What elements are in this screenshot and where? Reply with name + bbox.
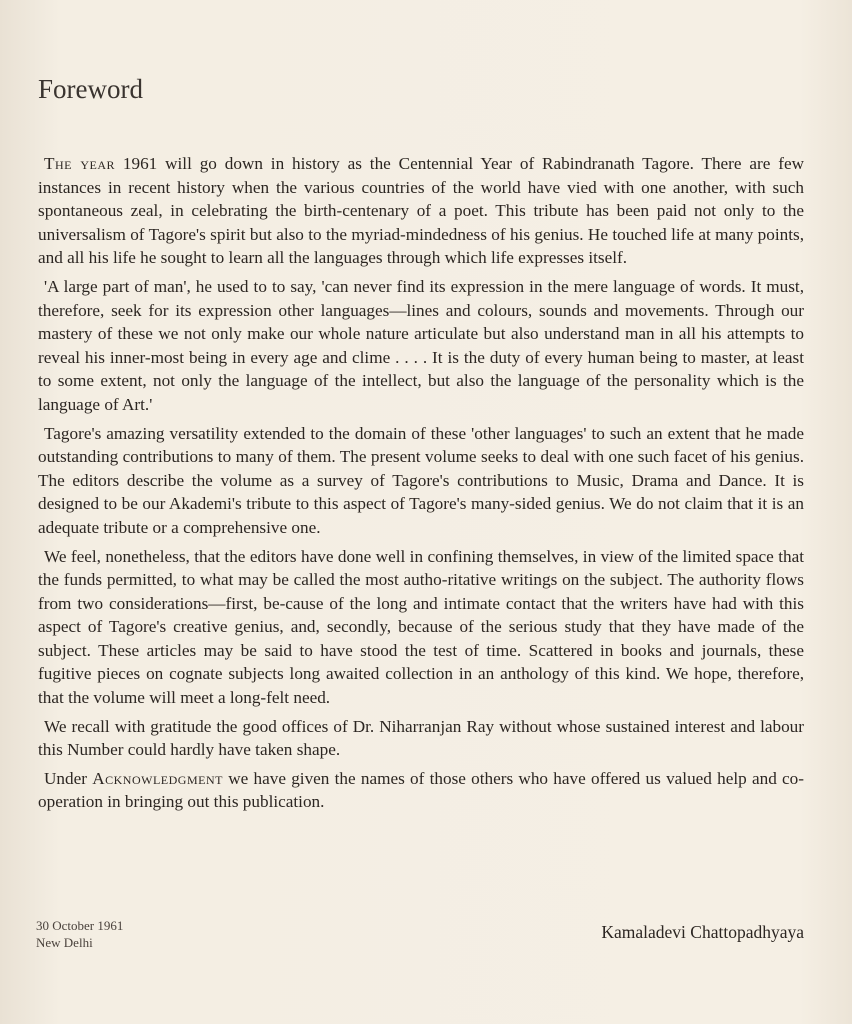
paragraph-2: 'A large part of man', he used to to say, 'can never find its expression in the mere language of words. It must, therefore, seek for its expression other languages—lines and colours, sounds and movements. Through our mastery of these we not only make our whole nature articulate but also understand man in all his attempts to reveal his inner-most being in every age and clime . . . . It is the duty of every human being to master, at least to some extent, not only the language of the intellect, but also the language of the personality which is the language of Art.'	[38, 276, 804, 414]
signature: Kamaladevi Chattopadhyaya	[601, 922, 804, 942]
paragraph-1-lead: The year	[44, 154, 116, 173]
paragraph-6	[38, 767, 804, 814]
paragraph-1	[38, 152, 804, 270]
paragraph-1-text: 1961 will go down in history as the Centennial Year of Rabindranath Tagore. There are few instances in recent history when the various countries of the world have vied with one another, with such spontaneous zeal, in celebrating the birth-centenary of a poet. This tribute has been paid not only to the universalism of Tagore's spirit but also to the myriad-mindedness of his genius. He touched life at many points, and all his life he sought to learn all the languages through which life expresses itself.	[38, 154, 804, 268]
foreword-body	[38, 152, 804, 819]
paragraph-6-text: we have given the names of those others who have offered us valued help and co-operation in bringing out this publication.	[38, 768, 805, 812]
paragraph-4: We feel, nonetheless, that the editors have done well in confining themselves, in view of the limited space that the funds permitted, to what may be called the most autho-ritative writings on the subject. The authority flows from two considerations—first, be-cause of the long and intimate contact that the writers have had with this aspect of Tagore's creative genius, and, secondly, because of the serious study that they have made of the subject. These articles may be said to have stood the test of time. Scattered in books and journals, these fugitive pieces on cognate subjects long awaited collection in an anthology of this kind. We hope, therefore, that the volume will meet a long-felt need.	[38, 546, 804, 708]
paragraph-5: We recall with gratitude the good offices of Dr. Niharranjan Ray without whose sustained interest and labour this Number could hardly have taken shape.	[38, 716, 804, 760]
paragraph-6-acknowledgment: Acknowledgment	[92, 768, 223, 788]
paragraph-3: Tagore's amazing versatility extended to the domain of these 'other languages' to such an extent that he made outstanding contributions to many of them. The present volume seeks to deal with one such facet of his genius. The editors describe the volume as a survey of Tagore's contributions to Music, Drama and Dance. It is designed to be our Akademi's tribute to this aspect of Tagore's many-sided genius. We do not claim that it is an adequate tribute or a comprehensive one.	[38, 423, 804, 537]
place-text: New Delhi	[36, 935, 93, 950]
dateline	[36, 917, 123, 951]
date-text: 30 October 1961	[36, 918, 124, 933]
paragraph-6-lead: Under	[44, 768, 93, 788]
page-title: Foreword	[38, 74, 143, 104]
